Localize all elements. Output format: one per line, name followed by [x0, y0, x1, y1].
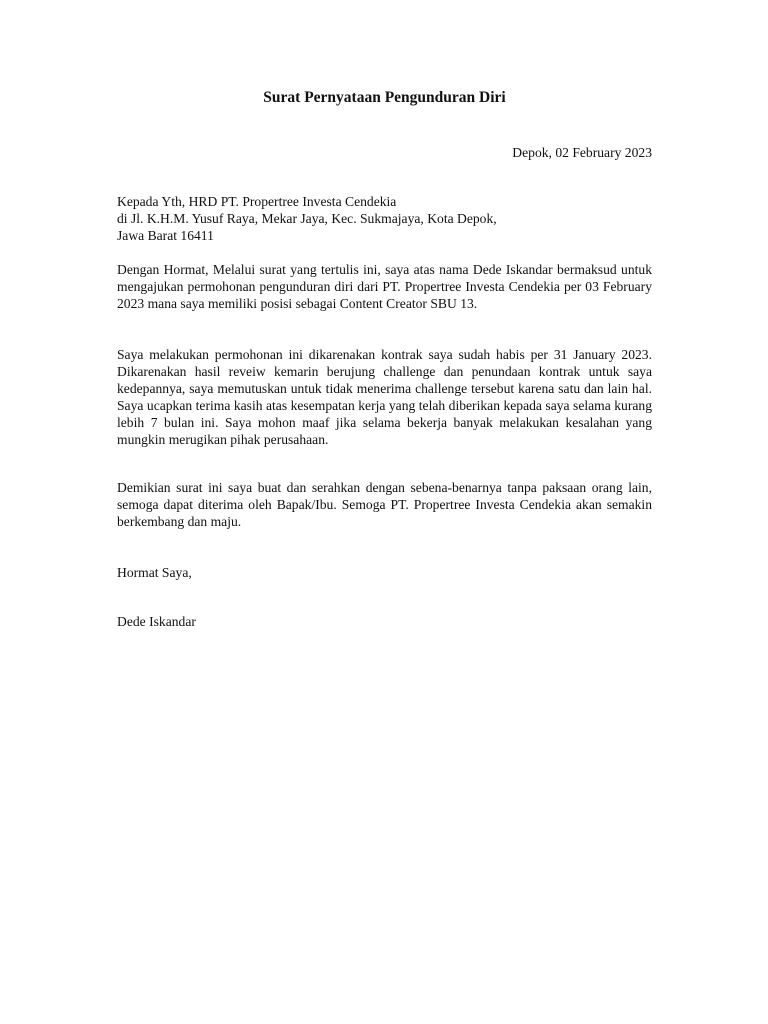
recipient-line: Kepada Yth, HRD PT. Propertree Investa Cendekia: [117, 194, 397, 209]
closing-salutation: Hormat Saya,: [117, 565, 192, 580]
body-paragraph-2: Saya melakukan permohonan ini dikarenakan kontrak saya sudah habis per 31 January 2023. Dikarenakan hasil reveiw kemarin berujung challenge dan penundaan kontrak untuk saya kedepannya, saya memutuskan untuk tidak menerima challenge tersebut karena satu dan lain hal. Saya ucapkan terima kasih atas kesempatan kerja yang telah diberikan kepada saya selama kurang lebih 7 bulan ini. Saya mohon maaf jika selama bekerja banyak melakukan kesalahan yang mungkin merugikan pihak perusahaan.: [117, 347, 652, 447]
letter-page: [117, 0, 652, 1024]
letter-title: Surat Pernyataan Pengunduran Diri: [263, 89, 506, 106]
signature-name: Dede Iskandar: [117, 614, 196, 629]
recipient-city-line: Jawa Barat 16411: [117, 228, 214, 243]
body-paragraph-3: Demikian surat ini saya buat dan serahkan dengan sebena-benarnya tanpa paksaan orang lain, semoga dapat diterima oleh Bapak/Ibu. Semoga PT. Propertree Investa Cendekia akan semakin berkembang dan maju.: [117, 480, 652, 529]
recipient-address-line: di Jl. K.H.M. Yusuf Raya, Mekar Jaya, Kec. Sukmajaya, Kota Depok,: [117, 211, 497, 226]
date-line: Depok, 02 February 2023: [512, 145, 652, 160]
body-paragraph-1: Dengan Hormat, Melalui surat yang tertulis ini, saya atas nama Dede Iskandar bermaksud untuk mengajukan permohonan pengunduran diri dari PT. Propertree Investa Cendekia per 03 February 2023 mana saya memiliki posisi sebagai Content Creator SBU 13.: [117, 262, 652, 311]
recipient-block: [117, 193, 652, 244]
